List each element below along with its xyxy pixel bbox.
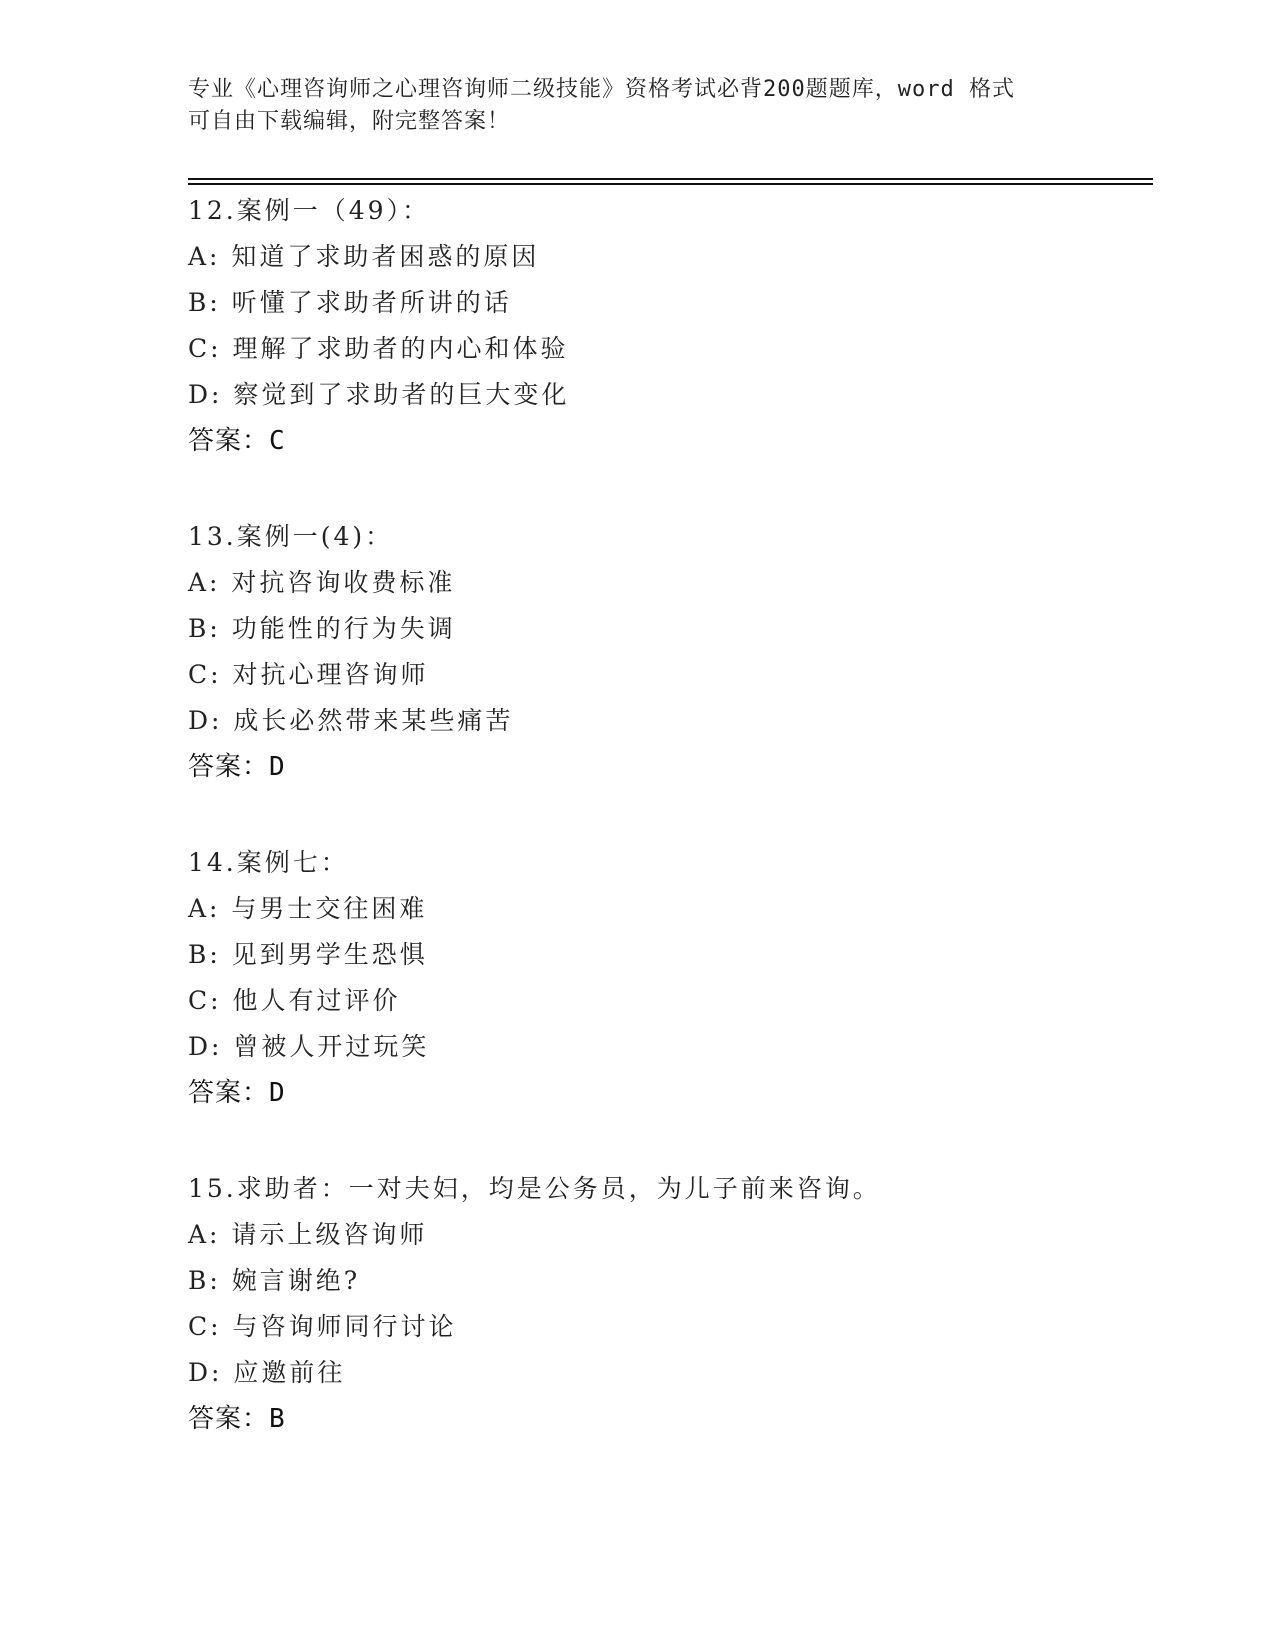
option-a: A: 对抗咨询收费标准	[188, 568, 456, 597]
option-b: B: 婉言谢绝?	[188, 1266, 361, 1295]
option-d: D: 察觉到了求助者的巨大变化	[188, 380, 570, 409]
question-item	[188, 188, 1148, 464]
question-stem: 14.案例七：	[188, 848, 349, 877]
answer-line	[188, 744, 1148, 790]
header-line-1: 专业《心理咨询师之心理咨询师二级技能》资格考试必背200题题库，word 格式	[188, 77, 1015, 102]
answer-value: D	[269, 1078, 286, 1108]
question-stem: 12.案例一（49）：	[188, 196, 431, 225]
option-a: A: 知道了求助者困惑的原因	[188, 242, 540, 271]
answer-line	[188, 418, 1148, 464]
answer-value: D	[269, 752, 286, 782]
answer-label: 答案：	[188, 426, 270, 456]
header-line-2: 可自由下载编辑，附完整答案！	[188, 109, 511, 134]
question-stem: 15.求助者：一对夫妇，均是公务员，为儿子前来咨询。	[188, 1174, 881, 1203]
answer-line	[188, 1396, 1148, 1442]
option-b: B: 见到男学生恐惧	[188, 940, 428, 969]
answer-value: C	[269, 426, 286, 456]
answer-label: 答案：	[188, 752, 270, 782]
question-list	[188, 188, 1148, 1492]
option-c: C: 与咨询师同行讨论	[188, 1312, 457, 1341]
option-d: D: 成长必然带来某些痛苦	[188, 706, 514, 735]
question-item	[188, 840, 1148, 1116]
document-header	[188, 74, 1088, 138]
answer-label: 答案：	[188, 1078, 270, 1108]
header-divider-top	[188, 178, 1153, 180]
question-item	[188, 514, 1148, 790]
option-c: C: 他人有过评价	[188, 986, 401, 1015]
question-stem: 13.案例一(4)：	[188, 522, 394, 551]
option-a: A: 与男士交往困难	[188, 894, 428, 923]
answer-line	[188, 1070, 1148, 1116]
option-b: B: 听懂了求助者所讲的话	[188, 288, 512, 317]
option-d: D: 曾被人开过玩笑	[188, 1032, 430, 1061]
answer-label: 答案：	[188, 1404, 270, 1434]
option-d: D: 应邀前往	[188, 1358, 346, 1387]
option-c: C: 理解了求助者的内心和体验	[188, 334, 569, 363]
option-c: C: 对抗心理咨询师	[188, 660, 429, 689]
header-divider-bottom	[188, 183, 1153, 185]
answer-value: B	[269, 1404, 286, 1434]
option-b: B: 功能性的行为失调	[188, 614, 456, 643]
question-item	[188, 1166, 1148, 1442]
option-a: A: 请示上级咨询师	[188, 1220, 428, 1249]
